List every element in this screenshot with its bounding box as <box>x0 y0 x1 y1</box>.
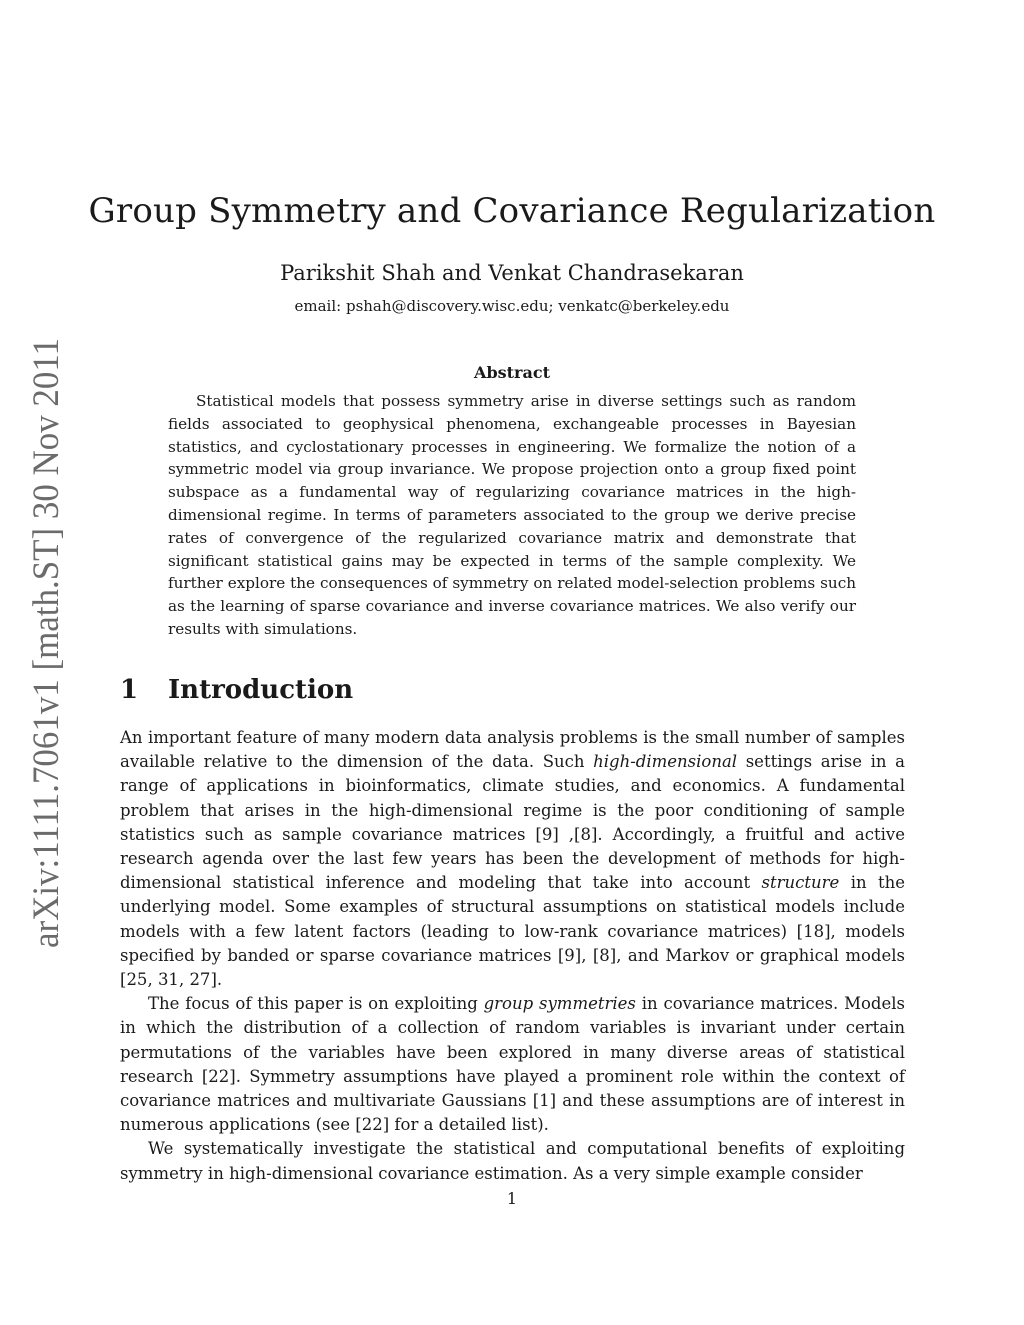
abstract-heading: Abstract <box>474 363 550 382</box>
section-title: Introduction <box>168 675 354 705</box>
citation-link[interactable]: [8] <box>574 824 598 844</box>
citation-link[interactable]: [22] <box>355 1115 390 1135</box>
citation-link[interactable]: 25 <box>126 970 148 990</box>
emphasis-group-symmetries: group symmetries <box>483 994 636 1014</box>
author-emails: email: pshah@discovery.wisc.edu; venkatc@berkeley.edu <box>294 297 730 315</box>
citation-link[interactable]: [9] <box>557 945 582 965</box>
arxiv-identifier-text: arXiv:1111.7061v1 [math.ST] 30 Nov 2011 <box>26 301 67 948</box>
citation-link[interactable]: [9] <box>535 824 559 844</box>
citation-link[interactable]: 27 <box>189 970 211 990</box>
emphasis-high-dimensional: high-dimensional <box>593 752 738 772</box>
citation-link[interactable]: 31 <box>157 970 179 990</box>
paper-authors: Parikshit Shah and Venkat Chandrasekaran <box>280 261 744 285</box>
paper-title: Group Symmetry and Covariance Regularization <box>88 191 936 231</box>
citation-link[interactable]: [1] <box>532 1091 557 1111</box>
intro-paragraph-3: We systematically investigate the statistical and computational benefits of exploiting symmetry in high-dimensional covariance estimation. As a very simple example consider <box>120 1139 905 1183</box>
abstract-text: Statistical models that possess symmetry arise in diverse settings such as random fields associated to geophysical phenomena, exchangeable processes in Bayesian statistics, and cyclostationary processes in engineering. We formalize the notion of a symmetric model via group invariance. We propose projection onto a group fixed point subspace as a fundamental way of regularizing covariance matrices in the high-dimensional regime. In terms of parameters associated to the group we derive precise rates of convergence of the regularized covariance matrix and demonstrate that significant statistical gains may be expected in terms of the sample complexity. We further explore the consequences of symmetry on related model-selection problems such as the learning of sparse covariance and inverse covariance matrices. We also verify our results with simulations. <box>168 392 856 638</box>
intro-paragraph-2: The focus of this paper is on exploiting group symmetries in covariance matrices. Models in which the distribution of a collection of random variables is invariant under certain permutations of the variables have been explored in many diverse areas of statistical research [22]. Symmetry assumptions have played a prominent role within the context of covariance matrices and multivariate Gaussians [1] and these assumptions are of interest in numerous applications (see [22] for a detailed list). <box>120 994 905 1135</box>
section-number: 1 <box>120 675 139 705</box>
introduction-body <box>120 726 905 1186</box>
citation-link[interactable]: [18] <box>796 921 831 941</box>
emphasis-structure: structure <box>761 873 840 893</box>
citation-link[interactable]: [8] <box>592 945 617 965</box>
page-number: 1 <box>506 1189 518 1208</box>
section-heading <box>120 673 353 707</box>
citation-link[interactable]: [22] <box>201 1066 236 1086</box>
abstract-body <box>168 390 856 641</box>
intro-paragraph-1: An important feature of many modern data analysis problems is the small number of samples available relative to the dimension of the data. Such high-dimensional settings arise in a range of applications in bioinformatics, climate studies, and economics. A fundamental problem that arises in the high-dimensional regime is the poor conditioning of sample statistics such as sample covariance matrices [9] ,[8]. Accordingly, a fruitful and active research agenda over the last few years has been the development of methods for high-dimensional statistical inference and modeling that take into account structure in the underlying model. Some examples of structural assumptions on statistical models include models with a few latent factors (leading to low-rank covariance matrices) [18], models specified by banded or sparse covariance matrices [9], [8], and Markov or graphical models [25, 31, 27]. <box>120 728 906 990</box>
